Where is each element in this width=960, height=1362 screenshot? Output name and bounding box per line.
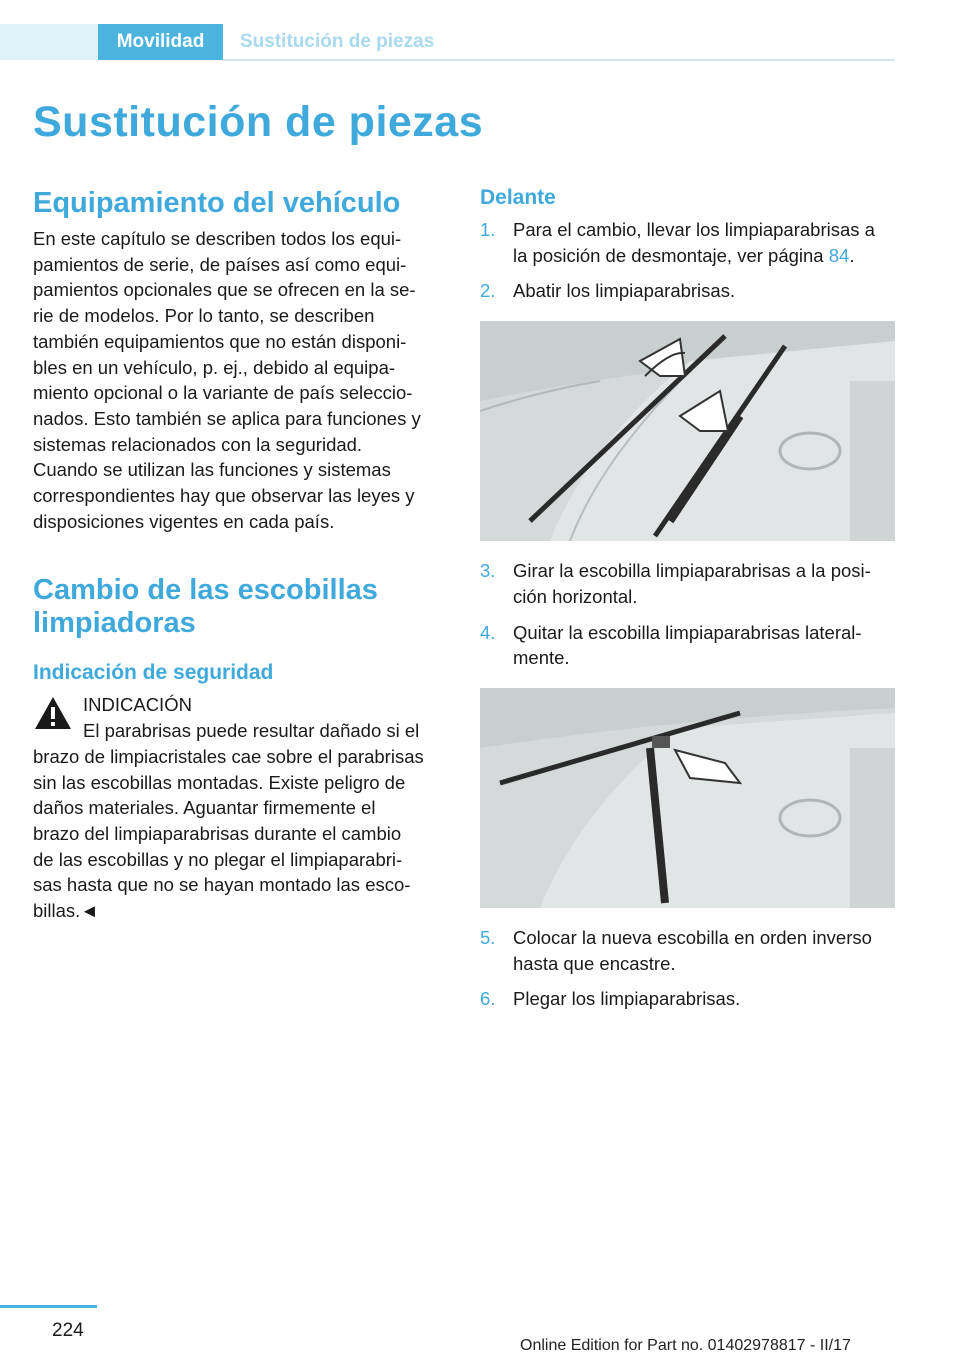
steps-list-a [480,217,896,304]
header-rule [223,59,895,61]
wiper-blade-removal-illustration [480,688,895,908]
text-line: sin las escobillas montadas. Existe peligro de [33,771,406,793]
text-line: Cuando se utilizan las funciones y sistemas [33,459,391,481]
page-number: 224 [52,1320,84,1341]
text-line: sistemas relacionados con la seguridad. [33,433,363,455]
right-column [480,185,896,1012]
text-line: En este capítulo se describen todos los equi‐ [33,228,402,249]
step-text: hasta que encastre. [513,952,676,974]
step-number: 1. [480,219,496,240]
warning-notice [33,692,447,923]
step-text: la posición de desmontaje, ver página [513,244,829,266]
step-number: 2. [480,280,496,302]
text-line: miento opcional o la variante de país seleccio‐ [33,382,413,404]
text-line: pamientos opcionales que se ofrecen en la se‐ [33,279,416,301]
edition-note: Online Edition for Part no. 01402978817 - II/17 [520,1337,851,1354]
wiper-removal-drawing [480,688,895,908]
step-text: Quitar la escobilla limpiaparabrisas lateral‐ [513,621,862,643]
step-text: Plegar los limpiaparabrisas. [513,988,741,1010]
step-text: ción horizontal. [513,585,638,607]
list-item [480,217,896,268]
step-number: 5. [480,926,496,948]
footer-rule [0,1305,97,1308]
text-line: El parabrisas puede resultar dañado si el [83,720,420,742]
warning-triangle-icon [33,694,73,732]
step-text: Para el cambio, llevar los limpiaparabrisas a [513,219,875,240]
list-item [480,558,896,609]
text-line: de las escobillas y no plegar el limpiaparabri‐ [33,848,403,870]
list-item [480,620,896,671]
warning-title: INDICACIÓN [83,694,192,716]
steps-list-c [480,925,896,1012]
subsection-label: Sustitución de piezas [240,31,435,52]
safety-heading: Indicación de seguridad [33,661,274,685]
equipment-paragraph [33,226,447,534]
text-line: billas.◄ [33,900,99,922]
equipment-heading: Equipamiento del vehículo [33,187,401,219]
step-text: Girar la escobilla limpiaparabrisas a la posi‐ [513,560,871,582]
front-heading: Delante [480,186,556,209]
page-link[interactable]: 84 [828,244,850,266]
steps-list-b [480,558,896,671]
step-text: Abatir los limpiaparabrisas. [513,280,736,302]
text-line: brazo del limpiaparabrisas durante el cambio [33,822,402,844]
text-line: brazo de limpiacristales cae sobre el parabrisas [33,745,424,767]
header-lead-block [0,24,98,60]
step-number: 6. [480,988,496,1010]
text-line: bles en un vehículo, p. ej., debido al equipa‐ [33,356,396,378]
running-header [0,24,895,60]
text-line: nados. Esto también se aplica para funciones y [33,407,421,429]
left-column [33,185,447,924]
text-line: disposiciones vigentes en cada país. [33,510,335,532]
text-line: correspondientes hay que observar las leyes y [33,485,415,507]
list-item [480,986,896,1012]
wiper-fold-illustration [480,321,895,541]
wiper-change-heading [33,574,447,640]
text-line: rie de modelos. Por lo tanto, se describen [33,305,375,327]
list-item [480,925,896,976]
step-number: 3. [480,560,496,582]
wiper-fold-drawing [480,321,895,541]
page-title: Sustitución de piezas [33,98,484,146]
text-line: pamientos de serie, de países así como equi‐ [33,253,407,275]
list-item [480,278,896,304]
heading-line: Cambio de las escobillas [33,574,378,607]
step-number: 4. [480,621,496,643]
text-line: daños materiales. Aguantar firmemente el [33,797,376,819]
text-line: también equipamientos que no están disponi‐ [33,330,407,352]
heading-line: limpiadoras [33,607,196,640]
step-text: Colocar la nueva escobilla en orden inverso [513,926,872,948]
step-text: mente. [513,647,570,669]
text-line: sas hasta que no se hayan montado las esco‐ [33,874,411,896]
section-tab: Movilidad [98,24,223,60]
step-text: . [849,244,855,266]
